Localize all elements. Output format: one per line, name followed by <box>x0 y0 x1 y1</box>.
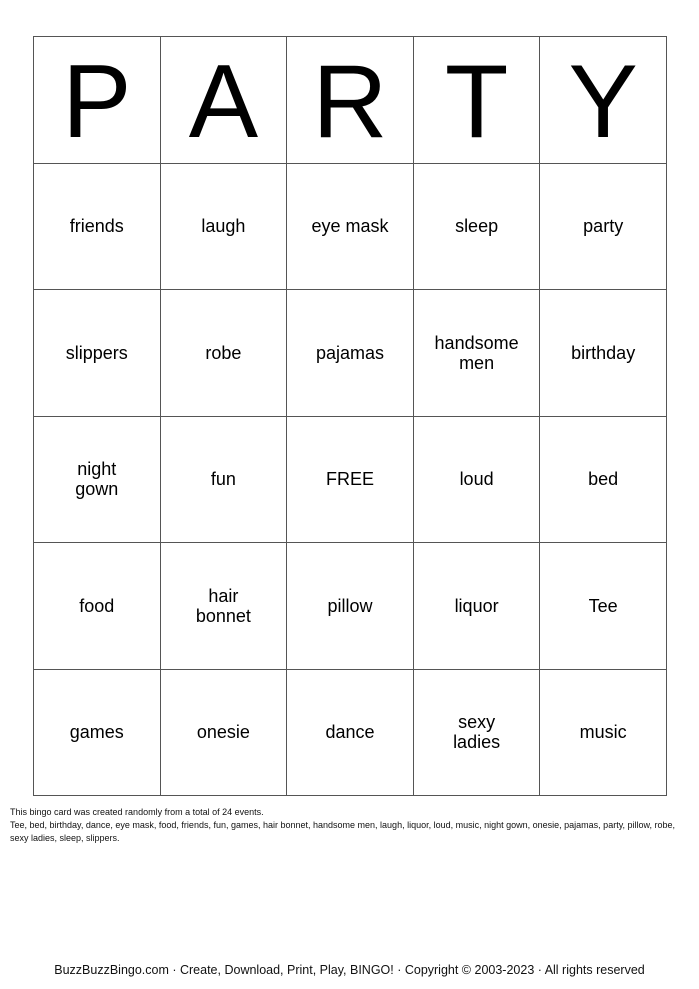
bingo-cell <box>160 543 287 670</box>
bingo-cell <box>160 290 287 417</box>
cell-text: Tee <box>588 595 618 616</box>
cell-text: pajamas <box>315 342 384 363</box>
card-row <box>34 163 667 290</box>
bingo-card <box>33 36 667 796</box>
cell-text: games <box>69 722 124 743</box>
cell-text: liquor <box>454 595 499 616</box>
free-space <box>287 416 414 543</box>
bingo-cell <box>540 163 667 290</box>
header-row <box>34 37 667 164</box>
cell-text: handsome men <box>434 332 519 373</box>
cell-text: sleep <box>455 216 499 237</box>
bingo-cell <box>34 669 161 796</box>
bingo-cell <box>413 416 540 543</box>
bingo-cell <box>413 669 540 796</box>
card-row <box>34 669 667 796</box>
bingo-cell <box>413 163 540 290</box>
cell-text: food <box>79 595 115 616</box>
bingo-cell <box>34 163 161 290</box>
bingo-cell <box>287 669 414 796</box>
cell-text: friends <box>69 216 124 237</box>
bingo-cell <box>540 416 667 543</box>
cell-text: eye mask <box>311 216 389 237</box>
bingo-cell <box>160 163 287 290</box>
cell-text: music <box>579 722 627 743</box>
notes-summary: This bingo card was created randomly from a total of 24 events. <box>10 807 264 817</box>
bingo-cell <box>540 669 667 796</box>
bingo-cell <box>287 543 414 670</box>
header-letter: Y <box>540 37 667 164</box>
bingo-cell <box>413 290 540 417</box>
cell-text: hair bonnet <box>195 585 251 626</box>
notes-word-list: Tee, bed, birthday, dance, eye mask, food, friends, fun, games, hair bonnet, handsome men, laugh, liquor, loud, music, night gown, onesie, pajamas, party, pillow, robe, sexy ladies, sleep, slippers. <box>10 820 676 843</box>
header-letter: R <box>287 37 414 164</box>
header-letter: A <box>160 37 287 164</box>
bingo-cell <box>34 416 161 543</box>
bingo-cell <box>160 416 287 543</box>
cell-text: dance <box>325 722 375 743</box>
cell-text: laugh <box>201 216 246 237</box>
cell-text: slippers <box>65 342 128 363</box>
header-letter: T <box>413 37 540 164</box>
bingo-cell <box>287 163 414 290</box>
cell-text: FREE <box>325 469 374 490</box>
card-row <box>34 416 667 543</box>
cell-text: fun <box>210 469 236 490</box>
bingo-cell <box>540 290 667 417</box>
cell-text: loud <box>459 469 494 490</box>
card-row <box>34 543 667 670</box>
card-row <box>34 290 667 417</box>
cell-text: bed <box>588 469 619 490</box>
bingo-cell <box>413 543 540 670</box>
footer-credit: BuzzBuzzBingo.com · Create, Download, Print, Play, BINGO! · Copyright © 2003-2023 · All rights reserved <box>54 963 645 977</box>
cell-text: birthday <box>571 342 636 363</box>
cell-text: robe <box>205 342 242 363</box>
bingo-cell <box>287 290 414 417</box>
header-letter: P <box>34 37 161 164</box>
bingo-cell <box>160 669 287 796</box>
cell-text: pillow <box>327 595 373 616</box>
cell-text: sexy ladies <box>453 712 501 753</box>
bingo-cell <box>540 543 667 670</box>
cell-text: party <box>583 216 624 237</box>
cell-text: onesie <box>196 722 250 743</box>
bingo-cell <box>34 543 161 670</box>
bingo-cell <box>34 290 161 417</box>
cell-text: night gown <box>75 459 119 500</box>
card-notes <box>10 806 690 845</box>
